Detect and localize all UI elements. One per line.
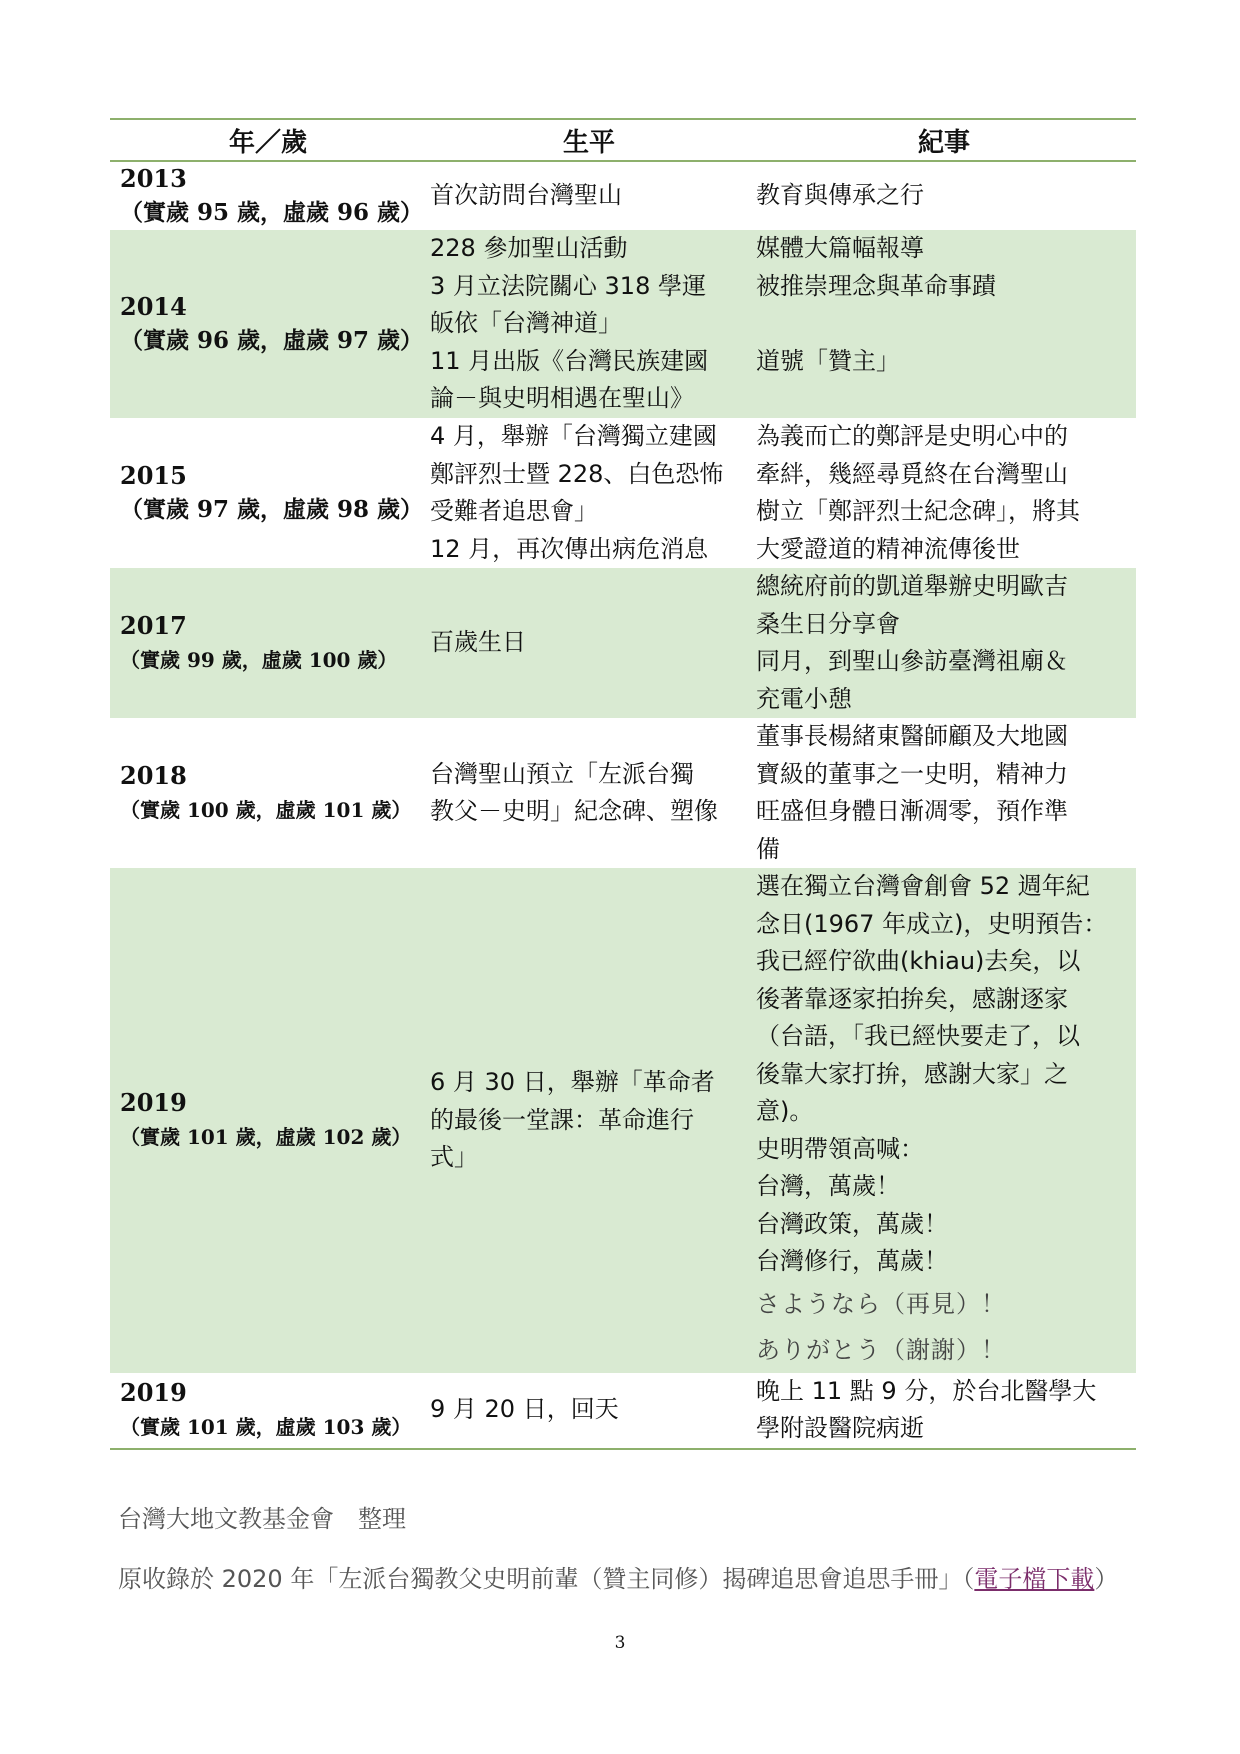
event-line: 學附設醫院病逝 xyxy=(756,1414,924,1442)
events-cell xyxy=(752,568,1136,718)
credit-line xyxy=(118,1500,1128,1538)
credit-text: 台灣大地文教基金會 整理 xyxy=(118,1505,406,1533)
event-line: 同月，到聖山參訪臺灣祖廟＆ xyxy=(756,647,1068,675)
year-cell xyxy=(110,230,426,418)
table-row xyxy=(110,868,1136,1373)
table-row xyxy=(110,568,1136,718)
year-cell xyxy=(110,1373,426,1449)
life-line: 教父－史明」紀念碑、塑像 xyxy=(430,797,718,825)
event-line: 大愛證道的精神流傳後世 xyxy=(756,534,1020,563)
year: 2013 xyxy=(120,164,187,193)
table-row xyxy=(110,1373,1136,1449)
age: （實歲 96 歲，虛歲 97 歲） xyxy=(120,327,424,354)
year-cell xyxy=(110,868,426,1373)
life-line: 皈依「台灣神道」 xyxy=(430,309,622,338)
event-line: 樹立「鄭評烈士紀念碑」，將其 xyxy=(756,497,1080,525)
event-line: 台灣，萬歲！ xyxy=(756,1172,900,1200)
life-line: 11 月出版《台灣民族建國 xyxy=(430,346,709,375)
life-cell xyxy=(426,718,752,868)
year-cell xyxy=(110,718,426,868)
header-year-age: 年／歲 xyxy=(110,119,426,161)
event-line: 選在獨立台灣會創會 52 週年紀 xyxy=(756,872,1090,900)
age: （實歲 101 歲，虛歲 103 歲） xyxy=(120,1415,412,1439)
event-line: 道號「贊主」 xyxy=(756,346,900,375)
age: （實歲 101 歲，虛歲 102 歲） xyxy=(120,1125,412,1150)
life-cell xyxy=(426,568,752,718)
life-line: 鄭評烈士暨 228、白色恐怖 xyxy=(430,459,724,488)
event-line-japanese: ありがとう（謝謝）！ xyxy=(756,1335,1006,1364)
event-line: 後著靠逐家拍拚矣，感謝逐家 xyxy=(756,984,1068,1013)
event-spacer xyxy=(756,380,1132,418)
age: （實歲 97 歲，虛歲 98 歲） xyxy=(120,496,424,523)
event-line: 桑生日分享會 xyxy=(756,609,900,638)
event-line: 董事長楊緒東醫師顧及大地國 xyxy=(756,722,1068,750)
event-line: 念日(1967 年成立)，史明預告： xyxy=(756,909,1108,938)
timeline-table xyxy=(110,118,1136,1450)
life-line: 12 月，再次傳出病危消息 xyxy=(430,534,709,563)
life-line: 百歲生日 xyxy=(430,628,526,657)
event-line: 旺盛但身體日漸凋零，預作準 xyxy=(756,797,1068,825)
life-line: 的最後一堂課：革命進行 xyxy=(430,1105,694,1134)
life-cell xyxy=(426,161,752,230)
event-line-japanese: さようなら（再見）！ xyxy=(756,1289,1006,1318)
year-cell xyxy=(110,568,426,718)
age: （實歲 95 歲，虛歲 96 歲） xyxy=(120,199,424,226)
page-content xyxy=(110,118,1136,1450)
source-prefix: 原收錄於 2020 年「左派台獨教父史明前輩（贊主同修）揭碑追思會追思手冊」（ xyxy=(118,1565,975,1593)
events-cell xyxy=(752,230,1136,418)
events-cell xyxy=(752,718,1136,868)
life-cell xyxy=(426,1373,752,1449)
event-line: 備 xyxy=(756,834,780,863)
event-line: 被推崇理念與革命事蹟 xyxy=(756,271,996,300)
events-cell xyxy=(752,1373,1136,1449)
event-line: 總統府前的凱道舉辦史明歐吉 xyxy=(756,572,1068,600)
life-line: 式」 xyxy=(430,1143,478,1171)
source-note xyxy=(118,1560,1128,1598)
event-line: 晚上 11 點 9 分，於台北醫學大 xyxy=(756,1376,1097,1405)
event-line: 媒體大篇幅報導 xyxy=(756,234,924,263)
year: 2019 xyxy=(120,1378,187,1407)
event-line: 後靠大家打拚，感謝大家」之 xyxy=(756,1059,1068,1088)
year-cell xyxy=(110,161,426,230)
life-line: 受難者追思會」 xyxy=(430,497,598,525)
header-life: 生平 xyxy=(426,119,752,161)
event-spacer xyxy=(756,305,1132,343)
event-line: 為義而亡的鄭評是史明心中的 xyxy=(756,422,1068,450)
events-cell xyxy=(752,868,1136,1373)
event-line: 我已經佇欲曲(khiau)去矣，以 xyxy=(756,947,1081,975)
event-line: 台灣修行，萬歲！ xyxy=(756,1247,948,1275)
age: （實歲 99 歲，虛歲 100 歲） xyxy=(120,648,398,672)
life-line: 3 月立法院關心 318 學運 xyxy=(430,271,706,300)
event-line: 充電小憩 xyxy=(756,684,852,713)
year: 2019 xyxy=(120,1088,187,1118)
events-cell xyxy=(752,161,1136,230)
life-line: 6 月 30 日，舉辦「革命者 xyxy=(430,1068,715,1096)
life-cell xyxy=(426,868,752,1373)
event-line: （台語，「我已經快要走了，以 xyxy=(756,1022,1080,1050)
life-line: 首次訪問台灣聖山 xyxy=(430,181,622,210)
life-line: 9 月 20 日，回天 xyxy=(430,1395,619,1424)
year: 2015 xyxy=(120,461,187,490)
table-row xyxy=(110,230,1136,418)
event-line: 牽絆，幾經尋覓終在台灣聖山 xyxy=(756,459,1068,488)
page-number: 3 xyxy=(614,1633,626,1653)
life-line: 論－與史明相遇在聖山》 xyxy=(430,384,694,413)
table-header-row xyxy=(110,119,1136,161)
event-line: 台灣政策，萬歲！ xyxy=(756,1209,948,1238)
life-line: 228 參加聖山活動 xyxy=(430,234,628,263)
source-suffix: ） xyxy=(1094,1565,1119,1593)
year: 2017 xyxy=(120,611,187,640)
life-line: 4 月，舉辦「台灣獨立建國 xyxy=(430,422,717,450)
event-line: 意)。 xyxy=(756,1097,814,1125)
year-cell xyxy=(110,418,426,568)
header-events: 紀事 xyxy=(752,119,1136,161)
event-line: 史明帶領高喊： xyxy=(756,1134,924,1163)
year: 2014 xyxy=(120,292,187,321)
download-link[interactable]: 電子檔下載 xyxy=(974,1565,1095,1593)
life-cell xyxy=(426,230,752,418)
table-row xyxy=(110,161,1136,230)
event-line: 教育與傳承之行 xyxy=(756,181,924,210)
life-cell xyxy=(426,418,752,568)
year: 2018 xyxy=(120,761,187,790)
age: （實歲 100 歲，虛歲 101 歲） xyxy=(120,798,412,822)
table-row xyxy=(110,718,1136,868)
event-line: 寶級的董事之一史明，精神力 xyxy=(756,759,1068,788)
events-cell xyxy=(752,418,1136,568)
table-row xyxy=(110,418,1136,568)
life-line: 台灣聖山預立「左派台獨 xyxy=(430,759,694,788)
